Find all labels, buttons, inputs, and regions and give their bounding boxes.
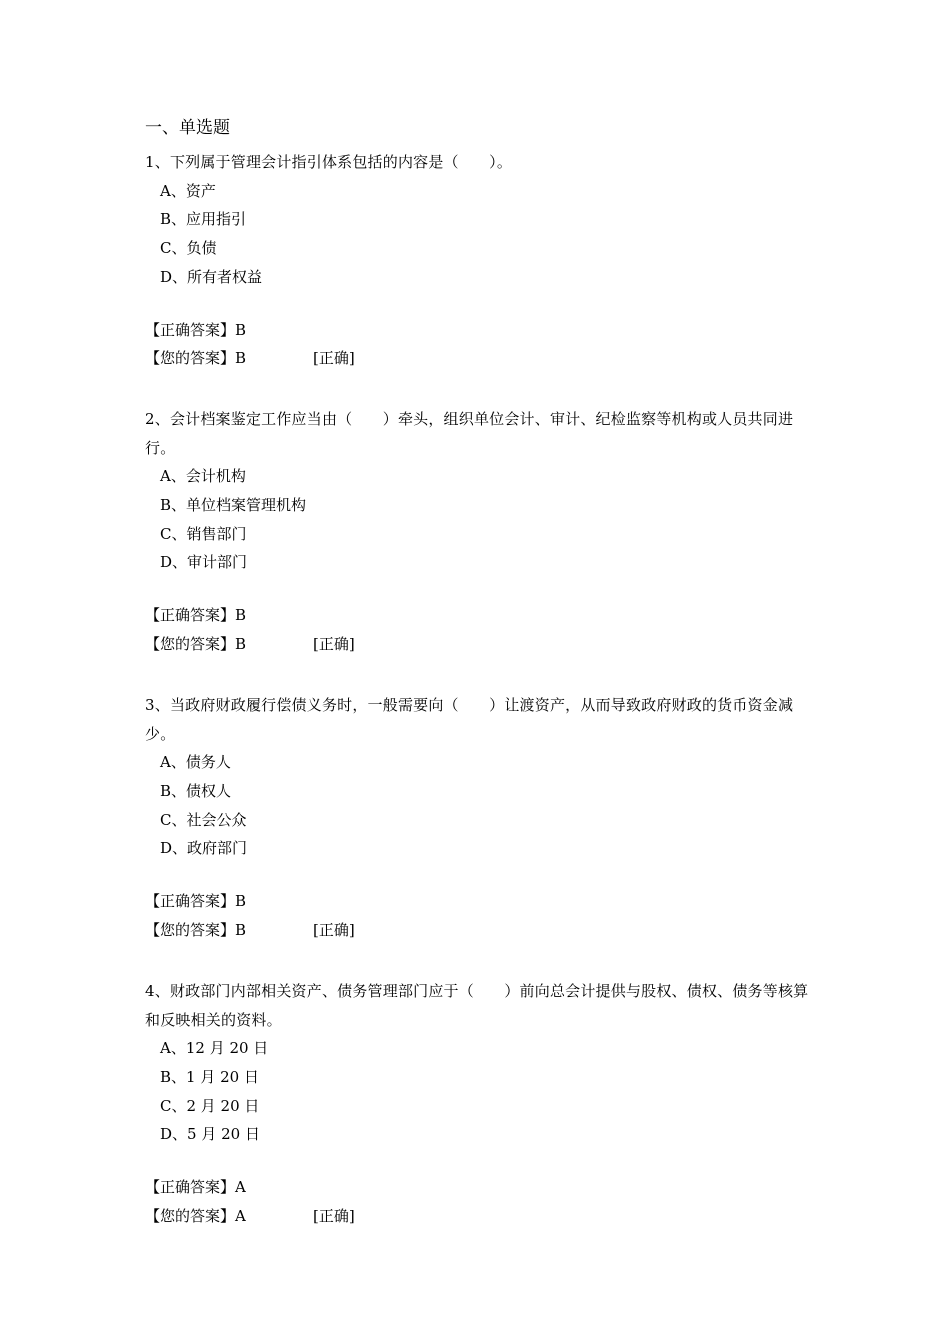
your-answer-value: B <box>235 349 247 368</box>
correct-answer-label: 【正确答案】 <box>145 1178 236 1197</box>
correct-answer-label: 【正确答案】 <box>145 320 236 339</box>
your-answer <box>145 344 811 373</box>
your-answer-value: A <box>235 1206 246 1225</box>
correct-answer <box>145 316 811 345</box>
your-answer <box>145 630 811 659</box>
your-answer <box>145 916 811 945</box>
option-a: A、会计机构 <box>160 467 246 485</box>
correct-answer-value: B <box>235 606 247 625</box>
correct-answer <box>145 887 811 916</box>
correct-answer-value: A <box>235 1178 246 1197</box>
option-c: C、负债 <box>160 239 217 258</box>
section-title: 一、单选题 <box>145 118 230 138</box>
option-a: A、资产 <box>160 181 216 200</box>
option-b: B、单位档案管理机构 <box>160 495 307 514</box>
question-1 <box>145 148 811 373</box>
option-c: C、2 月 20 日 <box>160 1096 260 1115</box>
option-list <box>145 748 811 863</box>
question-3 <box>145 691 811 944</box>
your-answer-value: B <box>235 634 247 653</box>
option-list <box>145 462 811 577</box>
question-4 <box>145 977 811 1230</box>
answer-block <box>145 1173 811 1230</box>
option-d: D、5 月 20 日 <box>160 1125 260 1144</box>
option-d: D、审计部门 <box>160 553 248 572</box>
option-b: B、债权人 <box>160 781 232 800</box>
option-d: D、政府部门 <box>160 839 248 858</box>
correct-answer-label: 【正确答案】 <box>145 892 236 911</box>
answer-block <box>145 316 811 373</box>
answer-block <box>145 887 811 944</box>
question-stem: 3、当政府财政履行偿债义务时，一般需要向（ ）让渡资产，从而导致政府财政的货币资金减少。 <box>145 696 794 743</box>
your-answer-value: B <box>235 920 247 939</box>
question-stem: 4、财政部门内部相关资产、债务管理部门应于（ ）前向总会计提供与股权、债权、债务等核算和反映相关的资料。 <box>145 982 809 1029</box>
option-c: C、社会公众 <box>160 810 247 829</box>
correct-answer <box>145 1173 811 1202</box>
option-a: A、债务人 <box>160 753 231 771</box>
answer-result: [正确] <box>313 920 355 939</box>
correct-answer <box>145 601 811 630</box>
your-answer-label: 【您的答案】 <box>145 634 236 653</box>
correct-answer-value: B <box>235 892 247 911</box>
your-answer-label: 【您的答案】 <box>145 1206 236 1225</box>
answer-block <box>145 601 811 658</box>
answer-result: [正确] <box>313 1206 355 1225</box>
question-2 <box>145 405 811 658</box>
question-stem: 1、下列属于管理会计指引体系包括的内容是（ ）。 <box>145 153 513 171</box>
question-stem: 2、会计档案鉴定工作应当由（ ）牵头，组织单位会计、审计、纪检监察等机构或人员共同进行。 <box>145 410 794 457</box>
your-answer-label: 【您的答案】 <box>145 349 236 368</box>
option-c: C、销售部门 <box>160 524 247 543</box>
correct-answer-label: 【正确答案】 <box>145 606 236 625</box>
option-list <box>145 1034 811 1149</box>
your-answer <box>145 1202 811 1231</box>
correct-answer-value: B <box>235 320 247 339</box>
option-a: A、12 月 20 日 <box>160 1039 269 1057</box>
your-answer-label: 【您的答案】 <box>145 920 236 939</box>
answer-result: [正确] <box>313 634 355 653</box>
option-b: B、1 月 20 日 <box>160 1067 259 1086</box>
option-d: D、所有者权益 <box>160 267 263 286</box>
option-list <box>145 177 811 292</box>
answer-result: [正确] <box>313 349 355 368</box>
option-b: B、应用指引 <box>160 210 247 229</box>
